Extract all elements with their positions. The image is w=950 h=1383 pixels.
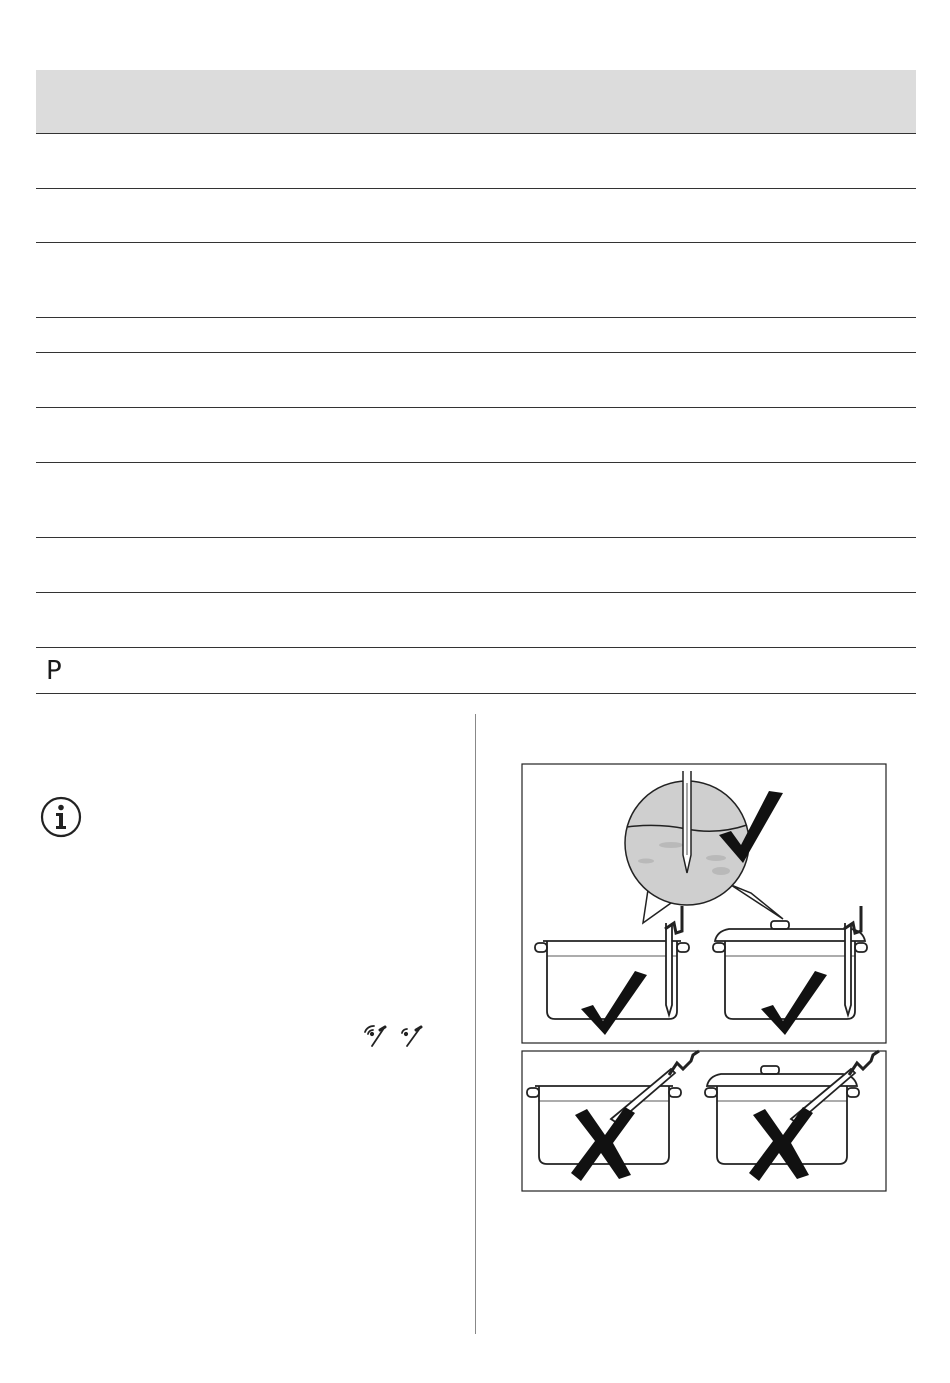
table-row (36, 463, 916, 538)
probe-icon (402, 1027, 421, 1046)
table-row (36, 189, 916, 243)
wifi-probe-icons (360, 1024, 426, 1050)
settings-table (36, 70, 916, 694)
column-divider (475, 714, 476, 1334)
info-icon (40, 796, 82, 838)
table-row (36, 408, 916, 463)
table-row (36, 134, 916, 189)
table-row (36, 318, 916, 353)
table-row (36, 538, 916, 593)
table-row (36, 353, 916, 408)
row-p-label: P (46, 655, 62, 686)
table-row-p (36, 648, 916, 694)
table-row (36, 243, 916, 318)
table-header (36, 70, 916, 134)
wifi-probe-icon (365, 1026, 385, 1046)
table-row (36, 593, 916, 648)
probe-placement-illustration (521, 763, 887, 1192)
